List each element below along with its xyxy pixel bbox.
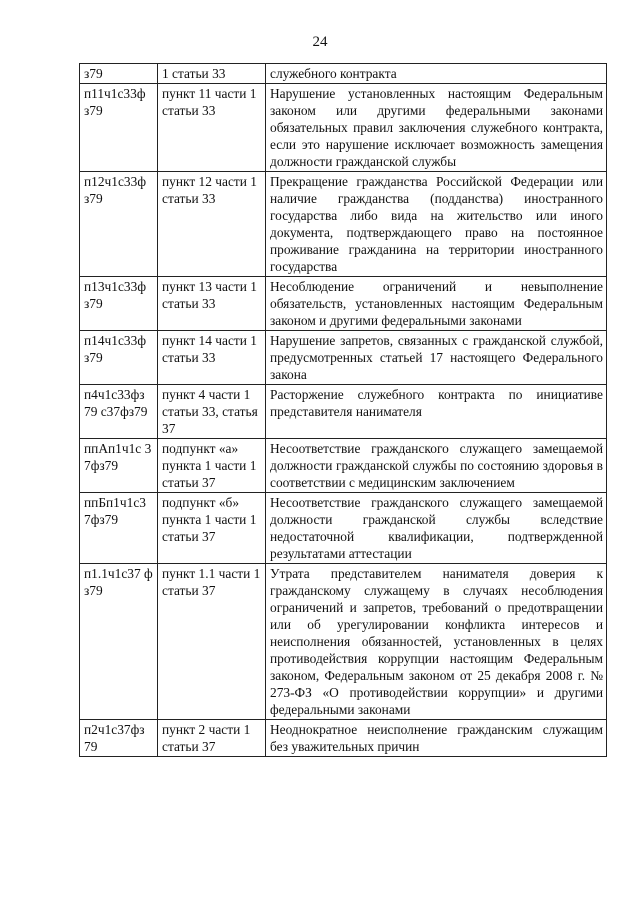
article-cell: подпункт «б» пункта 1 части 1 статьи 37 [158,493,266,564]
code-cell: п14ч1с33ф з79 [80,331,158,385]
table-row [80,84,607,172]
code-cell: п13ч1с33ф з79 [80,277,158,331]
table-row [80,439,607,493]
table-body [80,64,607,757]
code-cell: ппАп1ч1с 37фз79 [80,439,158,493]
description-cell: Нарушение установленных настоящим Федеральным законом или другими федеральными законами обязательных правил заключения служебного контракта, если это нарушение исключает возможность замещения должности гражданской службы [266,84,607,172]
code-cell: п2ч1с37фз 79 [80,720,158,757]
description-cell: Утрата представителем нанимателя доверия к гражданскому служащему в случаях несоблюдения ограничений и запретов, требований о предотвращении или об урегулировании конфликта интересов и неисполнения обязанностей, установленных в целях противодействия коррупции настоящим Федеральным законом, Федеральным законом от 25 декабря 2008 г. № 273-ФЗ «О противодействии коррупции» и другими федеральными законами [266,564,607,720]
article-cell: 1 статьи 33 [158,64,266,84]
description-cell: Несоответствие гражданского служащего замещаемой должности гражданской службы вследствие недостаточной квалификации, подтвержденной результатами аттестации [266,493,607,564]
code-cell: п1.1ч1с37 фз79 [80,564,158,720]
table-row [80,385,607,439]
description-cell: Нарушение запретов, связанных с гражданской службой, предусмотренных статьей 17 настоящего Федерального закона [266,331,607,385]
table-row [80,564,607,720]
table-row [80,720,607,757]
description-cell: Прекращение гражданства Российской Федерации или наличие гражданства (подданства) иностранного государства либо вида на жительство или иного документа, подтверждающего право на постоянное проживание гражданина на территории иностранного государства [266,172,607,277]
article-cell: пункт 14 части 1 статьи 33 [158,331,266,385]
table-row [80,277,607,331]
article-cell: пункт 12 части 1 статьи 33 [158,172,266,277]
description-cell: Несоблюдение ограничений и невыполнение обязательств, установленных настоящим Федеральным законом и другими федеральными законами [266,277,607,331]
description-cell: Расторжение служебного контракта по инициативе представителя нанимателя [266,385,607,439]
article-cell: пункт 13 части 1 статьи 33 [158,277,266,331]
code-cell: ппБп1ч1с3 7фз79 [80,493,158,564]
article-cell: пункт 1.1 части 1 статьи 37 [158,564,266,720]
code-cell: з79 [80,64,158,84]
code-cell: п12ч1с33ф з79 [80,172,158,277]
table-row [80,493,607,564]
article-cell: пункт 2 части 1 статьи 37 [158,720,266,757]
code-cell: п4ч1с33фз 79 с37фз79 [80,385,158,439]
table-row [80,331,607,385]
description-cell: Несоответствие гражданского служащего замещаемой должности гражданской службы по состоянию здоровья в соответствии с медицинским заключением [266,439,607,493]
code-cell: п11ч1с33ф з79 [80,84,158,172]
article-cell: пункт 4 части 1 статьи 33, статья 37 [158,385,266,439]
dismissal-grounds-table [79,63,607,757]
article-cell: пункт 11 части 1 статьи 33 [158,84,266,172]
page-number: 24 [312,34,328,50]
table-row [80,64,607,84]
description-cell: Неоднократное неисполнение гражданским служащим без уважительных причин [266,720,607,757]
description-cell: служебного контракта [266,64,607,84]
table-row [80,172,607,277]
article-cell: подпункт «а» пункта 1 части 1 статьи 37 [158,439,266,493]
